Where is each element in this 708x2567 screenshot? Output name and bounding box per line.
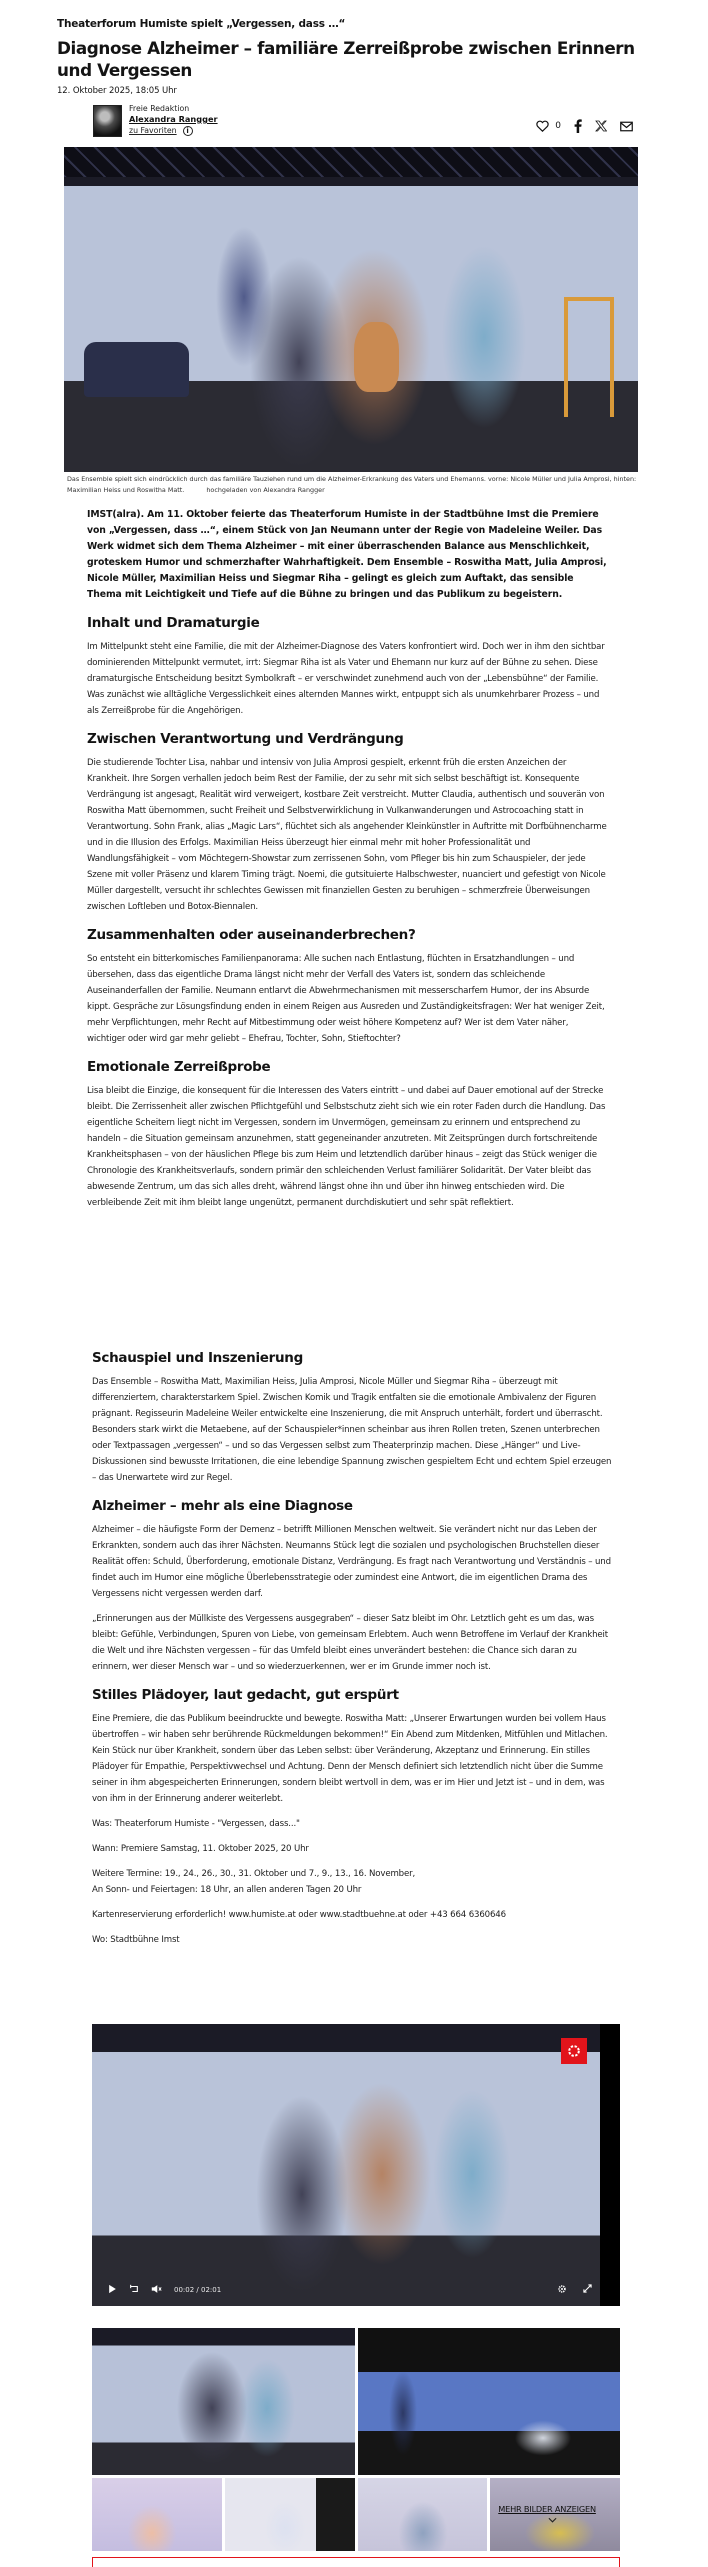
- section-paragraph: Lisa bleibt die Einzige, die konsequent für die Interessen des Vaters eintritt – und dabei auf Dauer emotional auf der Strecke bleibt. Die Zerrissenheit aller zwischen Pflichtgefühl und Selbstschutz zieht sich wie ein roter Faden durch die Handlung. Das eigentliche Scheitern liegt nicht im Vergessen, sondern im Unvermögen, gemeinsam zu erinnern und entsprechend zu handeln – die Situation gemeinsam anzunehmen, statt gegeneinander anzutreten. Mit Zeitsprüngen durch fortschreitende Krankheitsphasen – von der häuslichen Pflege bis zum Heim und letztendlich darüber hinaus – zeigt das Stück weniger die Chronologie des Krankheitsverlaufs, sondern primär den schleichenden Verlust familiärer Solidarität. Der Vater bleibt das abwesende Zentrum, um das sich alles dreht, während längst ohne ihn und über ihn hinweg entschieden wird. Die verbleibende Zeit mit ihm bleibt lange ungenützt, permanent durchdiskutiert und sehr spät reflektiert.: [87, 1086, 606, 1208]
- article-body-part2: [92, 1349, 612, 1957]
- chevron-down-icon[interactable]: [548, 2516, 557, 2525]
- author-name-link[interactable]: Alexandra Rangger: [129, 114, 218, 124]
- info-where: Wo: Stadtbühne Imst: [92, 1935, 180, 1945]
- section-heading: Alzheimer – mehr als eine Diagnose: [92, 1498, 353, 1514]
- stage-sofa: [84, 342, 189, 397]
- show-more-images-link[interactable]: MEHR BILDER ANZEIGEN: [498, 2504, 596, 2514]
- fullscreen-icon[interactable]: [583, 2284, 592, 2296]
- section-heading: Schauspiel und Inszenierung: [92, 1350, 303, 1366]
- gallery-image-more[interactable]: [490, 2478, 620, 2551]
- next-content-box: [92, 2557, 620, 2567]
- caption-credit: hochgeladen von Alexandra Rangger: [206, 485, 325, 494]
- replay-10-icon[interactable]: [129, 2284, 139, 2296]
- social-share-bar: [536, 119, 633, 133]
- article-title: Diagnose Alzheimer – familiäre Zerreißprobe zwischen Erinnern und Vergessen: [57, 38, 635, 80]
- section-heading: Emotionale Zerreißprobe: [87, 1059, 271, 1075]
- like-count: 0: [555, 121, 561, 131]
- author-role: Freie Redaktion: [129, 104, 190, 113]
- x-icon[interactable]: [595, 120, 607, 132]
- settings-gear-icon[interactable]: [557, 2284, 567, 2296]
- publish-date: 12. Oktober 2025, 18:05 Uhr: [57, 86, 177, 96]
- section-paragraph: So entsteht ein bitterkomisches Familienpanorama: Alle suchen nach Entlastung, flüchten in Ersatzhandlungen – und übersehen, dass das eigentliche Drama längst nicht mehr der Verfall des Vaters ist, sondern das schleichende Auseinanderfallen der Familie. Neumann entlarvt die Abwehrmechanismen mit messerscharfem Humor, der ins Absurde kippt. Gespräche zur Lösungsfindung enden in einem Reigen aus Ausreden und Zuständigkeitsfragen: Wer hat weniger Zeit, mehr Verpflichtungen, mehr Recht auf Mitbestimmung oder weist höhere Kompetenz auf? Wer ist dem Vater näher, wichtiger oder wird gar mehr geliebt – Ehefrau, Tochter, Sohn, Stieftochter?: [87, 954, 605, 1044]
- duration: 02:01: [201, 2286, 222, 2294]
- gallery-row-large: [92, 2328, 620, 2475]
- author-avatar[interactable]: [93, 105, 122, 137]
- info-tickets: Kartenreservierung erforderlich! www.humiste.at oder www.stadtbuehne.at oder +43 664 6360646: [92, 1910, 506, 1920]
- heart-icon[interactable]: [536, 120, 549, 132]
- author-meta: [129, 103, 218, 137]
- article-body-part1: [87, 507, 607, 1220]
- video-letterbox: [600, 2024, 620, 2306]
- mute-icon[interactable]: [151, 2284, 162, 2296]
- brand-logo-icon[interactable]: [561, 2038, 587, 2064]
- info-dates: [92, 1866, 612, 1898]
- section-paragraph: „Erinnerungen aus der Müllkiste des Vergessens ausgegraben“ – dieser Satz bleibt im Ohr. Letztlich geht es um das, was bleibt: Gefühle, Verbindungen, Spuren von Liebe, von gemeinsam Erlebtem. Auch wenn Betroffene im Verlauf der Krankheit die Welt und ihre Nächsten vergessen – für das Umfeld bleibt eines unverändert bestehen: die Chance sich daran zu erinnern, wer dieser Mensch war – und so wiederzuerkennen, wer er im Grunde immer noch ist.: [92, 1614, 609, 1672]
- video-controls-right: [557, 2284, 620, 2296]
- gallery-image[interactable]: [358, 2478, 488, 2551]
- info-icon[interactable]: i: [183, 126, 193, 136]
- hero-image[interactable]: [64, 147, 638, 472]
- video-time: [174, 2286, 221, 2294]
- photo-gallery: [92, 2328, 620, 2551]
- time-separator: /: [196, 2286, 199, 2294]
- article-header: [57, 16, 657, 97]
- gallery-row-small: [92, 2478, 620, 2551]
- article-lead: IMST(alra). Am 11. Oktober feierte das Theaterforum Humiste in der Stadtbühne Imst die Premiere von „Vergessen, dass …“, einem Stück von Jan Neumann unter der Regie von Madeleine Weiler. Das Werk widmet sich dem Thema Alzheimer – mit einer überraschenden Balance aus Menschlichkeit, groteskem Humor und schmerzhafter Wahrhaftigkeit. Dem Ensemble – Roswitha Matt, Julia Amprosi, Nicole Müller, Maximilian Heiss und Siegmar Riha – gelingt es gleich zum Auftakt, das sensible Thema mit Leichtigkeit und Tiefe auf die Bühne zu bringen und das Publikum zu begeistern.: [87, 509, 607, 600]
- section-paragraph: Alzheimer – die häufigste Form der Demenz – betrifft Millionen Menschen weltweit. Sie verändert nicht nur das Leben der Erkrankten, sondern auch das ihrer Nächsten. Neumanns Stück legt die sozialen und psychologischen Bruchstellen dieser Realität offen: Schuld, Überforderung, emotionale Distanz, Verdrängung. Es fragt nach Verantwortung und Verständnis – und findet auch im Humor eine mögliche Überlebensstrategie oder zumindest eine Antwort, die im eigentlichen Drama des Vergessens nicht vergessen werden darf.: [92, 1525, 611, 1599]
- gallery-image[interactable]: [358, 2328, 621, 2475]
- section-paragraph: Die studierende Tochter Lisa, nahbar und intensiv von Julia Amprosi gespielt, erkennt früh die ersten Anzeichen der Krankheit. Ihre Sorgen verhallen jedoch beim Rest der Familie, der zu sehr mit sich selbst beschäftigt ist. Konsequente Verdrängung ist angesagt, Realität wird verweigert, kostbare Zeit verstreicht. Mutter Claudia, authentisch und souverän von Roswitha Matt übernommen, sucht Freiheit und Selbstverwirklichung in Vulkanwanderungen und Astrocoaching statt in Verantwortung. Sohn Frank, alias „Magic Lars“, flüchtet sich als angehender Kleinkünstler in Auftritte mit Dorfbühnencharme und in die Illusion des Erfolgs. Maximilian Heiss überzeugt hier einmal mehr mit hoher Professionalität und Wandlungsfähigkeit – vom Möchtegern-Showstar zum zerrissenen Sohn, vom Pfleger bis hin zum Schauspieler, der jede Szene mit voller Präsenz und klarem Timing trägt. Noemi, die gutsituierte Halbschwester, nuanciert und gefestigt von Nicole Müller dargestellt, versucht ihr schlechtes Gewissen mit finanziellen Gesten zu beruhigen – schmerzfreie Überweisungen zwischen Loftleben und Botox-Biennalen.: [87, 758, 607, 912]
- play-icon[interactable]: [108, 2284, 117, 2296]
- caption-text: Das Ensemble spielt sich eindrücklich durch das familiäre Tauziehen rund um die Alzheimer-Erkrankung des Vaters und Ehemanns. vorne: Nicole Müller und Julia Amprosi, hinten: Maximilian Heiss und Roswitha Matt.: [67, 475, 637, 494]
- author-block: [93, 103, 643, 137]
- current-time: 00:02: [174, 2286, 195, 2294]
- info-when: Wann: Premiere Samstag, 11. Oktober 2025, 20 Uhr: [92, 1844, 309, 1854]
- add-to-favorites-link[interactable]: zu Favoriten: [129, 126, 177, 135]
- section-heading: Zwischen Verantwortung und Verdrängung: [87, 731, 404, 747]
- section-paragraph: Das Ensemble – Roswitha Matt, Maximilian Heiss, Julia Amprosi, Nicole Müller und Siegmar Riha – überzeugt mit differenziertem, charakterstarkem Spiel. Zwischen Komik und Tragik entfalten sie die emotionale Ambivalenz der Figuren prägnant. Regisseurin Madeleine Weiler entwickelte eine Inszenierung, die mit Anspruch unterhält, fordert und überrascht. Besonders stark wirkt die Metaebene, auf der Schauspieler*innen scheinbar aus ihren Rollen treten, Szenen unterbrechen oder Textpassagen „vergessen“ – und so das Vergessen selbst zum Theaterprinzip machen. Diese „Hänger“ und Live-Diskussionen sind bewusste Irritationen, die eine lebendige Spannung zwischen gespieltem Echt und echtem Spiel erzeugen – das Unerwartete wird zur Regel.: [92, 1377, 612, 1483]
- info-what: Was: Theaterforum Humiste - "Vergessen, dass...": [92, 1819, 300, 1829]
- favorites-line: [129, 125, 218, 137]
- mail-icon[interactable]: [620, 121, 633, 132]
- gallery-image[interactable]: [92, 2478, 222, 2551]
- section-heading: Zusammenhalten oder auseinanderbrechen?: [87, 927, 416, 943]
- gallery-image[interactable]: [92, 2328, 355, 2475]
- hero-caption: [67, 474, 639, 495]
- section-heading: Inhalt und Dramaturgie: [87, 615, 260, 631]
- info-dates-line1: Weitere Termine: 19., 24., 26., 30., 31. Oktober und 7., 9., 13., 16. November,: [92, 1869, 416, 1879]
- section-paragraph: Im Mittelpunkt steht eine Familie, die mit der Alzheimer-Diagnose des Vaters konfrontiert wird. Doch wer in ihm den sichtbar dominierenden Mittelpunkt vermutet, irrt: Siegmar Riha ist als Vater und Ehemann nur kurz auf der Bühne zu sehen. Diese dramaturgische Entscheidung besitzt Symbolkraft – er verschwindet zunehmend auch von der „Lebensbühne“ der Familie. Was zunächst wie alltägliche Vergesslichkeit eines alternden Mannes wirkt, entpuppt sich als unumkehrbarer Prozess – und als Zerreißprobe für die Angehörigen.: [87, 642, 605, 716]
- info-dates-line2: An Sonn- und Feiertagen: 18 Uhr, an allen anderen Tagen 20 Uhr: [92, 1885, 362, 1895]
- section-paragraph: Eine Premiere, die das Publikum beeindruckte und bewegte. Roswitha Matt: „Unserer Erwartungen wurden bei vollem Haus übertroffen – wir haben sehr berührende Rückmeldungen bekommen!“ Ein Abend zum Mitdenken, Mitfühlen und Mitlachen. Kein Stück nur über Krankheit, sondern über das Leben selbst: über Veränderung, Akzeptanz und Erinnerung. Ein stilles Plädoyer für Empathie, Perspektivwechsel und Achtung. Denn der Mensch definiert sich letztendlich nicht über die Summe seiner in ihm abgespeicherten Erinnerungen, sondern bleibt wertvoll in dem, was er im Hier und Jetzt ist – und in dem, was von ihm in der Erinnerung anderer weiterlebt.: [92, 1714, 608, 1804]
- stage-chair: [564, 297, 614, 417]
- gallery-image[interactable]: [225, 2478, 355, 2551]
- video-controls: [92, 2278, 620, 2302]
- stage-truss: [64, 147, 638, 177]
- article-kicker: Theaterforum Humiste spielt „Vergessen, dass …“: [57, 18, 346, 30]
- section-heading: Stilles Plädoyer, laut gedacht, gut erspürt: [92, 1687, 399, 1703]
- video-player[interactable]: [92, 2024, 620, 2306]
- stage-vase: [354, 322, 399, 392]
- facebook-icon[interactable]: [574, 119, 582, 133]
